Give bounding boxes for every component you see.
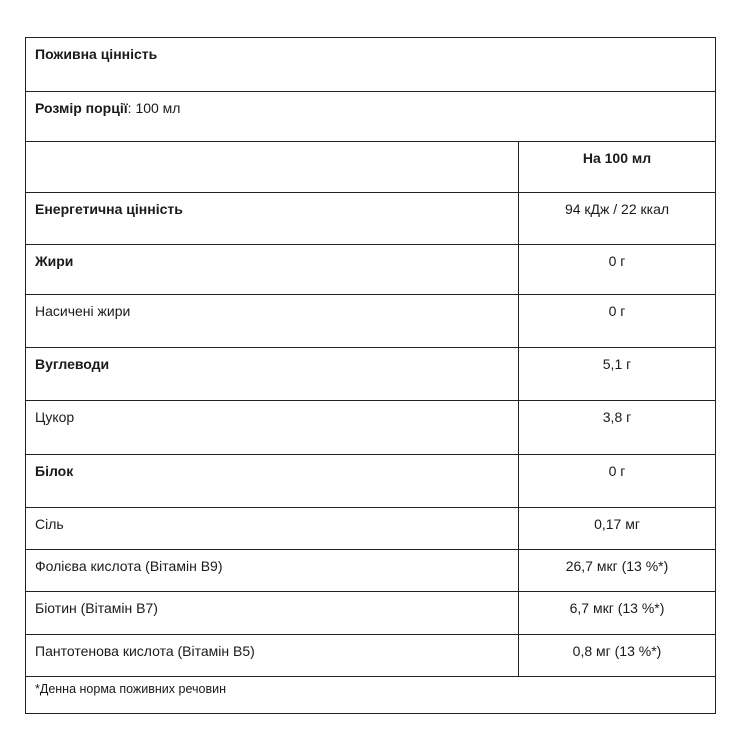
nutrient-name: Енергетична цінність (35, 201, 183, 217)
nutrient-value-cell (518, 550, 715, 591)
nutrient-value-cell (518, 592, 715, 634)
header-empty-cell (26, 142, 518, 192)
nutrient-name: Насичені жири (35, 303, 131, 319)
table-row (26, 244, 715, 294)
table-row (26, 192, 715, 244)
table-row (26, 454, 715, 507)
nutrient-name: Біотин (Вітамін В7) (35, 600, 158, 616)
nutrient-value-cell (518, 508, 715, 549)
nutrient-value: 0 г (608, 463, 626, 479)
table-row (26, 347, 715, 400)
nutrient-value-cell (518, 348, 715, 400)
table-row (26, 400, 715, 454)
title-row (26, 38, 715, 91)
table-title: Поживна цінність (35, 46, 158, 62)
serving-size-label: Розмір порції (35, 100, 128, 116)
table-row (26, 294, 715, 347)
nutrient-name-cell (26, 401, 518, 454)
serving-size-separator: : (127, 100, 132, 116)
nutrient-name: Білок (35, 463, 74, 479)
nutrient-value-cell (518, 193, 715, 244)
nutrient-name-cell (26, 508, 518, 549)
nutrient-value: 3,8 г (602, 409, 632, 425)
nutrient-value-cell (518, 401, 715, 454)
serving-size-row (26, 91, 715, 141)
column-header: На 100 мл (582, 150, 652, 166)
nutrient-name-cell (26, 635, 518, 676)
nutrient-name-cell (26, 455, 518, 507)
nutrient-value: 0,17 мг (594, 516, 640, 532)
nutrient-value: 26,7 мкг (13 %*) (565, 558, 669, 574)
nutrient-name-cell (26, 245, 518, 294)
table-row (26, 591, 715, 634)
nutrient-name-cell (26, 295, 518, 347)
nutrient-value-cell (518, 245, 715, 294)
nutrient-value-cell (518, 295, 715, 347)
nutrient-value: 0,8 мг (13 %*) (572, 643, 662, 659)
table-row (26, 507, 715, 549)
nutrient-value-cell (518, 455, 715, 507)
footnote-row (26, 676, 715, 713)
serving-size (35, 100, 180, 117)
nutrient-value: 6,7 мкг (13 %*) (569, 600, 665, 616)
nutrient-name-cell (26, 592, 518, 634)
nutrient-value-cell (518, 635, 715, 676)
serving-size-value: 100 мл (135, 100, 181, 116)
nutrient-name-cell (26, 193, 518, 244)
nutrient-value: 5,1 г (602, 356, 632, 372)
nutrient-value: 0 г (608, 253, 626, 269)
nutrient-name: Фолієва кислота (Вітамін В9) (35, 558, 223, 574)
column-header-row (26, 141, 715, 192)
nutrition-table (25, 37, 716, 714)
nutrient-name-cell (26, 550, 518, 591)
nutrient-name: Цукор (35, 409, 75, 425)
nutrient-value: 0 г (608, 303, 626, 319)
footnote: *Денна норма поживних речовин (35, 682, 226, 696)
header-value-cell (518, 142, 715, 192)
table-row (26, 549, 715, 591)
nutrient-name-cell (26, 348, 518, 400)
nutrient-name: Жири (35, 253, 74, 269)
nutrient-value: 94 кДж / 22 ккал (564, 201, 670, 217)
nutrient-name: Вуглеводи (35, 356, 110, 372)
table-row (26, 634, 715, 676)
nutrient-name: Сіль (35, 516, 64, 532)
nutrient-name: Пантотенова кислота (Вітамін В5) (35, 643, 255, 659)
